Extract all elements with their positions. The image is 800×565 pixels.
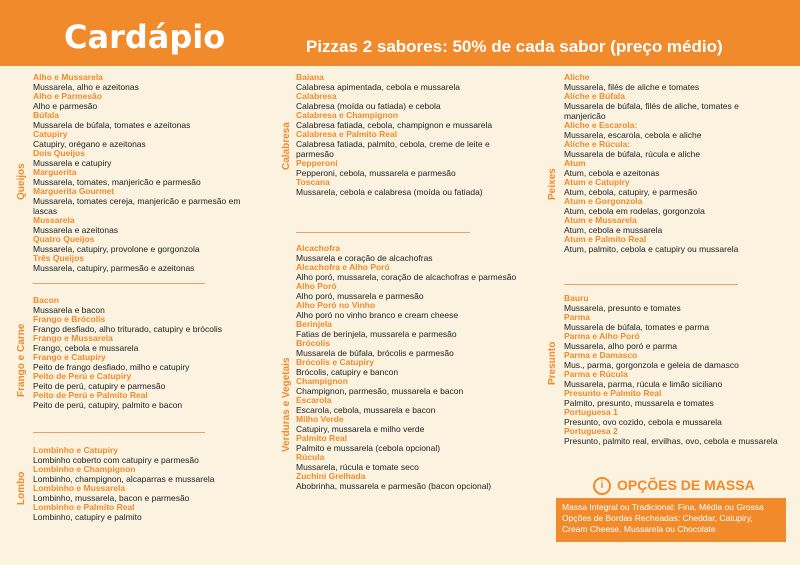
menu-item-name: Portuguesa 2 [564,426,618,436]
menu-item-desc: Atum, cebola, catupiry, e parmesão [564,187,698,197]
menu-item-desc: Mussarela de búfala, filés de aliche, tomates e manjericão [564,101,739,121]
menu-item [564,294,779,313]
menu-item-name: Alho Poró [296,281,337,291]
menu-item [296,111,526,130]
menu-item-desc: Alho e parmesão [33,101,98,111]
menu-item-desc: Mussarela, tomates cereja, manjericão e parmesão em lascas [33,196,241,216]
menu-item [296,358,526,377]
menu-item-name: Lombinho e Palmito Real [33,502,135,512]
menu-item-desc: Alho poró, mussarela, coração de alcachofras e parmesão [296,272,517,282]
menu-item-desc: Calabresa apimentada, cebola e mussarela [296,82,460,92]
menu-item-desc: Mussarela e azeitonas [33,225,119,235]
menu-item-name: Atum e Catupiry [564,177,630,187]
menu-item [296,244,526,263]
menu-item-name: Calabresa e Palmito Real [296,129,398,139]
menu-item-desc: Mussarela, presunto e tomates [564,303,681,313]
menu-item [33,334,263,353]
menu-item-desc: Atum, cebola e azeitonas [564,168,660,178]
menu-item [296,263,526,282]
menu-item-desc: Champignon, parmesão, mussarela e bacon [296,386,464,396]
opcoes-line-1: Massa Integral ou Tradicional: Fina, Média ou Grossa [562,502,764,512]
menu-item-desc: Presunto, ovo cozido, cebola e mussarela [564,417,722,427]
menu-item-name: Calabresa e Champignon [296,110,399,120]
menu-item-name: Alcachofra e Alho Poró [296,262,390,272]
menu-item-name: Rúcula [296,452,325,462]
menu-item-name: Atum e Mussarela [564,215,637,225]
menu-item [33,372,263,391]
menu-item-desc: Mussarela, alho poró e parma [564,341,677,351]
side-label-verduras: Verduras e Vegetais [281,357,292,452]
menu-item [564,178,779,197]
menu-item-desc: Presunto, palmito real, ervilhas, ovo, cebola e mussarela [564,436,778,446]
menu-item-desc: Catupiry, mussarela e milho verde [296,424,425,434]
menu-item-name: Atum e Gorgonzola [564,196,643,206]
menu-item [296,377,526,396]
menu-item-desc: Palmito, presunto, mussarela e tomates [564,398,714,408]
menu-item-name: Marguerita [33,167,77,177]
menu-item [564,313,779,332]
divider [296,232,470,233]
menu-item [296,453,526,472]
menu-item-name: Alcachofra [296,243,340,253]
menu-item-desc: Frango, cebola e mussarela [33,343,139,353]
menu-item-desc: Calabresa fatiada, palmito, cebola, creme de leite e parmesão [296,139,490,159]
menu-item [564,216,779,235]
section-peixes [564,73,779,254]
menu-item [296,415,526,434]
menu-item-desc: Mus., parma, gorgonzola e geleia de damasco [564,360,739,370]
menu-item [33,503,263,522]
menu-item [564,427,779,446]
section-frango [33,296,263,410]
menu-item [296,282,526,301]
menu-item [33,92,263,111]
menu-item-desc: Mussarela de búfala, brócolis e parmesão [296,348,454,358]
menu-item-name: Bacon [33,295,59,305]
menu-item-desc: Lombinho, champignon, alcaparras e mussarela [33,474,215,484]
menu-item-name: Três Queijos [33,253,85,263]
menu-item-desc: Mussarela e coração de alcachofras [296,253,433,263]
menu-item-desc: Atum, palmito, cebola e catupiry ou mussarela [564,244,739,254]
menu-item [33,111,263,130]
menu-item [564,197,779,216]
menu-item-name: Parma e Alho Poró [564,331,640,341]
section-queijos [33,73,263,273]
side-label-lombo: Lombo [16,471,27,505]
menu-item [564,235,779,254]
section-presunto [564,294,779,446]
side-label-presunto: Presunto [547,341,558,385]
side-label-peixes: Peixes [547,168,558,200]
menu-item-desc: Abobrinha, mussarela e parmesão (bacon opcional) [296,481,492,491]
menu-item-name: Frango e Brócolis [33,314,106,324]
menu-item [33,353,263,372]
menu-item-name: Lombinho e Catupiry [33,445,118,455]
opcoes-box [556,498,786,542]
menu-item-desc: Atum, cebola e mussarela [564,225,663,235]
menu-item-name: Berinjela [296,319,332,329]
menu-item [564,159,779,178]
menu-item-name: Frango e Mussarela [33,333,113,343]
menu-item-name: Brócolis [296,338,331,348]
menu-item [564,408,779,427]
menu-item-desc: Escarola, cebola, mussarela e bacon [296,405,436,415]
menu-item-desc: Pepperoni, cebola, mussarela e parmesão [296,168,456,178]
menu-item-desc: Brócolis, catupiry e bancon [296,367,399,377]
menu-item-name: Calabresa [296,91,337,101]
menu-item [296,320,526,339]
menu-item-desc: Calabresa fatiada, cebola, champignon e mussarela [296,120,493,130]
menu-item [564,389,779,408]
menu-item-name: Bauru [564,293,589,303]
menu-item [33,465,263,484]
menu-item-name: Lombinho e Champignon [33,464,136,474]
section-calabresa [296,73,526,197]
menu-item-desc: Mussarela e bacon [33,305,105,315]
menu-item [33,235,263,254]
menu-item-desc: Palmito e mussarela (cebola opcional) [296,443,441,453]
menu-item [33,296,263,315]
menu-item-name: Escarola [296,395,332,405]
menu-item-name: Frango e Catupiry [33,352,106,362]
page-title: Cardápio [64,18,226,56]
menu-item [564,73,779,92]
menu-item-desc: Frango desfiado, alho triturado, catupiry e brócolis [33,324,222,334]
menu-item-desc: Lombinho, mussarela, bacon e parmesão [33,493,190,503]
opcoes-title: OPÇÕES DE MASSA [617,477,755,493]
menu-item-name: Atum [564,158,586,168]
menu-item-name: Dois Queijos [33,148,85,158]
menu-item-desc: Mussarela, catupiry, parmesão e azeitonas [33,263,195,273]
menu-item-name: Peito de Perú e Palmito Real [33,390,148,400]
header-bar [0,0,800,66]
menu-item-name: Toscana [296,177,330,187]
menu-item-desc: Peito de perú, catupiry e parmesão [33,381,166,391]
menu-item-desc: Mussarela, tomates, manjericão e parmesão [33,177,201,187]
menu-item-desc: Mussarela, cebola e calabresa (moída ou fatiada) [296,187,483,197]
menu-item [296,472,526,491]
menu-item [564,370,779,389]
menu-item-desc: Mussarela, filés de aliche e tomates [564,82,700,92]
menu-item [33,168,263,187]
page-subtitle: Pizzas 2 sabores: 50% de cada sabor (preço médio) [306,37,723,56]
menu-item-desc: Peito de frango desfiado, milho e catupiry [33,362,190,372]
menu-item-name: Catupiry [33,129,68,139]
menu-item-desc: Mussarela de búfala, rúcula e aliche [564,149,701,159]
menu-item-name: Pepperoni [296,158,338,168]
section-lombo [33,446,263,522]
menu-item [564,332,779,351]
menu-item-name: Baiana [296,72,324,82]
side-label-calabresa: Calabresa [281,122,292,170]
menu-item [296,396,526,415]
menu-item-name: Atum e Palmito Real [564,234,647,244]
menu-item-name: Aliche e Rúcula: [564,139,631,149]
menu-item [33,216,263,235]
menu-item-name: Alho e Mussarela [33,72,103,82]
menu-item [33,73,263,92]
menu-item-desc: Calabresa (moída ou fatiada) e cebola [296,101,441,111]
menu-item [296,159,526,178]
menu-item-desc: Peito de perú, catupiry, palmito e bacon [33,400,183,410]
menu-item-desc: Lombinho coberto com catupiry e parmesão [33,455,199,465]
divider [33,283,205,284]
menu-item-name: Quatro Queijos [33,234,95,244]
menu-item-name: Aliche e Escarola: [564,120,638,130]
menu-item-name: Alho e Parmesão [33,91,102,101]
menu-item-desc: Mussarela, alho e azeitonas [33,82,139,92]
menu-item [33,446,263,465]
menu-item-desc: Alho poró no vinho branco e cream cheese [296,310,459,320]
menu-item-name: Presunto e Palmito Real [564,388,662,398]
menu-item [33,254,263,273]
menu-item-desc: Mussarela de búfala, tomates e parma [564,322,710,332]
menu-item-name: Peito de Perú e Catupiry [33,371,132,381]
info-icon: i [593,477,611,495]
menu-item [33,149,263,168]
menu-item [296,130,526,159]
menu-item [296,178,526,197]
menu-item-desc: Mussarela, escarola, cebola e aliche [564,130,702,140]
divider [564,284,738,285]
menu-item-name: Brócolis e Catupiry [296,357,374,367]
menu-item [33,130,263,149]
menu-item-desc: Catupiry, orégano e azeitonas [33,139,146,149]
menu-item-desc: Atum, cebola em rodelas, gorgonzola [564,206,705,216]
menu-item-name: Zuchini Grelhada [296,471,366,481]
menu-item-desc: Mussarela, catupiry, provolone e gorgonzola [33,244,200,254]
menu-item-name: Milho Verde [296,414,344,424]
menu-item [564,121,779,140]
menu-item [296,92,526,111]
menu-item-name: Aliche e Búfala [564,91,625,101]
menu-item [33,391,263,410]
menu-item [564,140,779,159]
menu-item-desc: Lombinho, catupiry e palmito [33,512,142,522]
menu-item [296,73,526,92]
menu-item-name: Champignon [296,376,348,386]
menu-item-name: Parma [564,312,590,322]
menu-item [296,301,526,320]
menu-item-desc: Mussarela, rúcula e tomate seco [296,462,419,472]
menu-item-desc: Mussarela e catupiry [33,158,112,168]
menu-item-name: Lombinho e Mussarela [33,483,126,493]
menu-item-desc: Fatias de berinjela, mussarela e parmesão [296,329,457,339]
menu-item-desc: Alho poró, mussarela e parmesão [296,291,424,301]
menu-item [296,339,526,358]
side-label-queijos: Queijos [16,163,27,200]
opcoes-heading [593,477,755,495]
menu-item [564,351,779,370]
section-verduras [296,244,526,491]
menu-item-name: Parma e Rúcula [564,369,628,379]
menu-item-name: Portuguesa 1 [564,407,618,417]
side-label-frango: Frango e Carne [16,323,27,397]
menu-item-desc: Mussarela, parma, rúcula e limão siciliano [564,379,723,389]
menu-item-name: Alho Poró no Vinho [296,300,376,310]
opcoes-line-2: Opções de Bordas Recheadas: Cheddar, Catupiry, Cream Cheese, Mussarela ou Chocolate [562,513,753,534]
menu-item [33,187,263,216]
menu-item [296,434,526,453]
menu-item [33,315,263,334]
menu-item-name: Marguerita Gourmet [33,186,115,196]
menu-item [564,92,779,121]
menu-item-name: Mussarela [33,215,75,225]
divider [33,432,205,433]
menu-item-name: Parma e Damasco [564,350,638,360]
menu-item-name: Palmito Real [296,433,348,443]
menu-item-name: Búfala [33,110,59,120]
menu-item [33,484,263,503]
menu-item-name: Aliche [564,72,590,82]
menu-item-desc: Mussarela de búfala, tomates e azeitonas [33,120,191,130]
